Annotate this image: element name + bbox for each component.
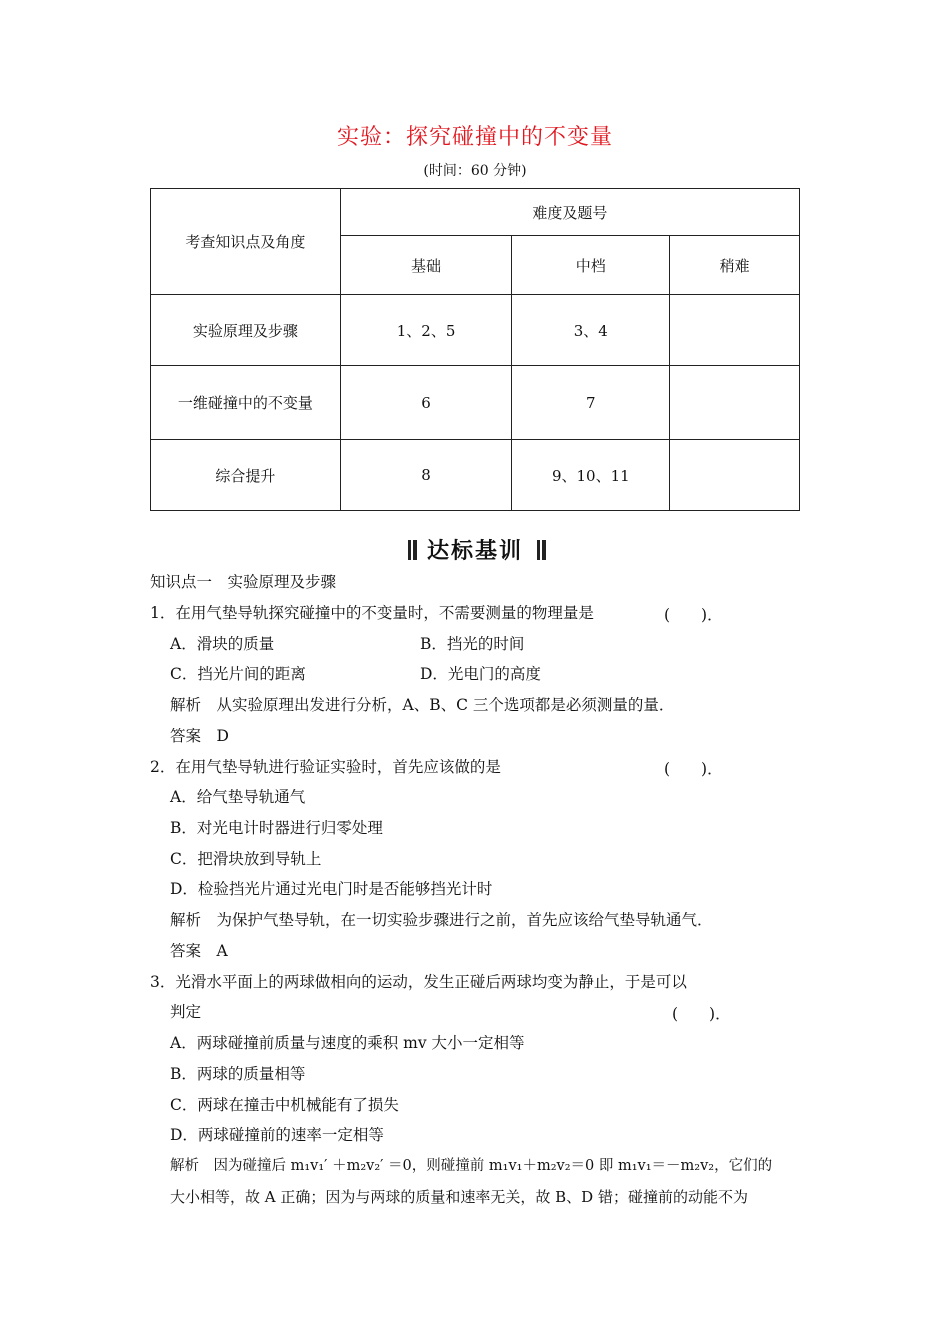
- q1-analysis: 解析 从实验原理出发进行分析，A、B、C 三个选项都是必须测量的量．: [170, 696, 675, 714]
- q3-option-a: A．两球碰撞前质量与速度的乘积 mv 大小一定相等: [170, 1034, 525, 1052]
- row-topic: 实验原理及步骤: [151, 295, 341, 366]
- knowledge-point-heading: 知识点一 实验原理及步骤: [150, 573, 337, 591]
- row-topic: 一维碰撞中的不变量: [151, 366, 341, 440]
- knowledge-table: [150, 188, 800, 511]
- q3-stem: 3．光滑水平面上的两球做相向的运动，发生正碰后两球均变为静止，于是可以: [150, 973, 687, 991]
- q2-analysis: 解析 为保护气垫导轨，在一切实验步骤进行之前，首先应该给气垫导轨通气．: [170, 911, 713, 929]
- table-row: [151, 366, 800, 440]
- row-topic: 综合提升: [151, 440, 341, 511]
- time-note: (时间：60 分钟): [423, 163, 527, 179]
- table-row: [151, 440, 800, 511]
- row-medium: 7: [512, 366, 670, 440]
- q2-option-a: A．给气垫导轨通气: [170, 788, 306, 806]
- q2-answer: 答案 A: [170, 942, 228, 960]
- header-basic: 基础: [340, 236, 512, 295]
- row-hard: [670, 295, 800, 366]
- q3-option-b: B．两球的质量相等: [170, 1065, 306, 1083]
- q3-analysis-continued: 大小相等，故 A 正确；因为与两球的质量和速率无关，故 B、D 错；碰撞前的动能不为: [170, 1188, 748, 1206]
- banner-bar-left: [408, 540, 413, 560]
- header-topic: 考查知识点及角度: [151, 189, 341, 295]
- row-medium: 9、10、11: [512, 440, 670, 511]
- section-banner: [0, 534, 950, 565]
- q1-option-c: C．挡光片间的距离: [170, 665, 306, 683]
- q1-answer-blank: ( )．: [664, 606, 723, 624]
- q1-stem: 1．在用气垫导轨探究碰撞中的不变量时，不需要测量的物理量是: [150, 604, 594, 622]
- header-hard: 稍难: [670, 236, 800, 295]
- q2-option-d: D．检验挡光片通过光电门时是否能够挡光计时: [170, 880, 493, 898]
- q2-answer-blank: ( )．: [664, 760, 723, 778]
- row-basic: 8: [340, 440, 512, 511]
- row-hard: [670, 440, 800, 511]
- q2-stem: 2．在用气垫导轨进行验证实验时，首先应该做的是: [150, 758, 501, 776]
- q3-option-d: D．两球碰撞前的速率一定相等: [170, 1126, 384, 1144]
- row-medium: 3、4: [512, 295, 670, 366]
- section-title: 达标基训: [426, 539, 523, 564]
- row-hard: [670, 366, 800, 440]
- page-title: 实验：探究碰撞中的不变量: [336, 125, 613, 150]
- q1-answer: 答案 D: [170, 727, 229, 745]
- header-medium: 中档: [512, 236, 670, 295]
- q3-stem-continued: 判定: [170, 1003, 202, 1021]
- q2-option-c: C．把滑块放到导轨上: [170, 850, 322, 868]
- q3-analysis: 解析 因为碰撞后 m₁v₁′ ＋m₂v₂′ ＝0，则碰撞前 m₁v₁＋m₂v₂＝0 即 m₁v₁＝－m₂v₂，它们的: [170, 1158, 773, 1174]
- q3-answer-blank: ( )．: [672, 1005, 731, 1023]
- q1-option-a: A．滑块的质量: [170, 635, 275, 653]
- q1-option-b: B．挡光的时间: [420, 635, 525, 653]
- q3-option-c: C．两球在撞击中机械能有了损失: [170, 1096, 399, 1114]
- row-basic: 6: [340, 366, 512, 440]
- header-difficulty: 难度及题号: [340, 189, 799, 236]
- row-basic: 1、2、5: [340, 295, 512, 366]
- q2-option-b: B．对光电计时器进行归零处理: [170, 819, 383, 837]
- banner-bar-right: [537, 540, 542, 560]
- table-row: [151, 295, 800, 366]
- q1-option-d: D．光电门的高度: [420, 665, 541, 683]
